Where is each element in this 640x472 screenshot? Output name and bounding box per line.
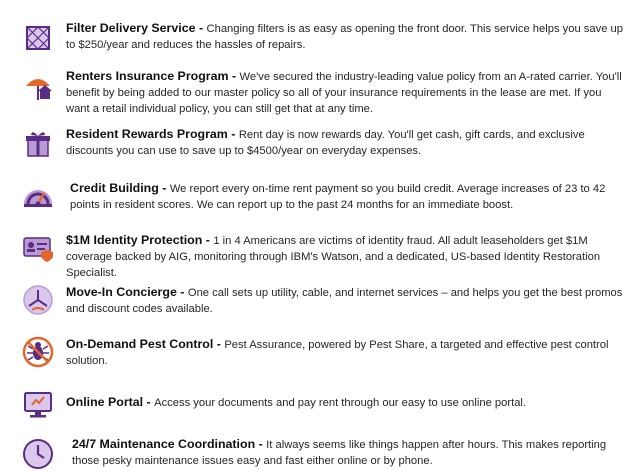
credit-gauge-icon bbox=[20, 178, 56, 214]
service-description: Changing filters is as easy as opening the front door. This service helps you save up to $250/year and reduces the hassles of repairs. bbox=[66, 23, 623, 51]
clock-icon bbox=[20, 436, 56, 472]
service-title: Renters Insurance Program bbox=[66, 69, 229, 83]
service-description: One call sets up utility, cable, and internet services – and helps you get the best promos and discount codes available. bbox=[66, 287, 623, 315]
service-description: 1 in 4 Americans are victims of identity fraud. All adult leaseholders get $1M coverage backed by AIG, monitoring through IBM's Watson, and a dedicated, US-based Identity Restoration Specialist. bbox=[66, 235, 601, 279]
service-description: Access your documents and pay rent through our easy to use online portal. bbox=[154, 397, 527, 409]
computer-portal-icon bbox=[20, 386, 56, 422]
gift-icon bbox=[20, 126, 56, 162]
service-title: Credit Building bbox=[70, 181, 159, 195]
service-title: On-Demand Pest Control bbox=[66, 337, 214, 351]
id-card-icon bbox=[20, 230, 56, 266]
service-title: Resident Rewards Program bbox=[66, 127, 228, 141]
service-title: Filter Delivery Service bbox=[66, 21, 196, 35]
service-description: Pest Assurance, powered by Pest Share, a targeted and effective pest control solution. bbox=[66, 339, 609, 367]
umbrella-house-icon bbox=[20, 70, 56, 106]
service-description: It always seems like things happen after hours. This makes reporting those pesky maintenance issues easy and fast either online or by phone. bbox=[72, 439, 607, 467]
service-description: Rent day is now rewards day. You'll get cash, gift cards, and exclusive discounts you can use to save up to $4500/year on everyday expenses. bbox=[66, 129, 585, 157]
service-title: $1M Identity Protection bbox=[66, 233, 203, 247]
service-title: Move-In Concierge bbox=[66, 285, 177, 299]
service-title: Online Portal bbox=[66, 395, 144, 409]
filter-icon bbox=[20, 20, 56, 56]
service-description: We report every on-time rent payment so you build credit. Average increases of 23 to 42 points in resident scores. We can report up to the past 24 months for an immediate boost. bbox=[70, 183, 606, 211]
service-title: 24/7 Maintenance Coordination bbox=[72, 437, 256, 451]
concierge-icon bbox=[20, 282, 56, 318]
no-bug-icon bbox=[20, 334, 56, 370]
service-description: We've secured the industry-leading value policy from an A-rated carrier. You'll benefit by being added to our master policy so all of your insurance requirements in the lease are met. If you want a retail individual policy, you can still get that at any time. bbox=[66, 71, 622, 115]
